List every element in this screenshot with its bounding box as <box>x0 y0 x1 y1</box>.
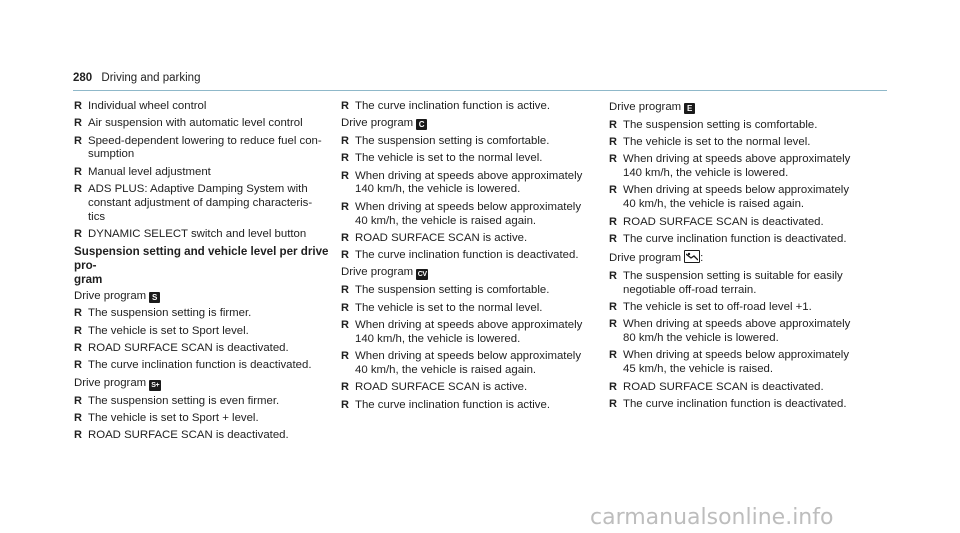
drive-program-e-list <box>609 119 871 247</box>
bullet-icon: R <box>609 269 617 282</box>
list-item: R ROAD SURFACE SCAN is deactivated. <box>74 341 289 354</box>
continued-list <box>341 100 599 114</box>
list-item: R The vehicle is set to Sport level. <box>74 324 249 337</box>
drive-program-e: Drive program E <box>609 101 871 115</box>
drive-program-offroad-list <box>609 270 871 412</box>
bullet-icon: R <box>74 341 82 354</box>
bullet-icon: R <box>341 381 349 394</box>
bullet-icon: R <box>74 100 82 112</box>
list-item: R ROAD SURFACE SCAN is deactivated. <box>74 429 289 442</box>
list-item: R The curve inclination function is active. <box>341 100 551 112</box>
page-header <box>73 72 200 84</box>
bullet-icon: R <box>74 182 82 195</box>
list-item: R When driving at speeds below approximately 45 km/h, the vehicle is raised. <box>609 349 850 376</box>
list-item: R The vehicle is set to the normal level. <box>341 152 543 165</box>
bullet-icon: R <box>341 200 349 213</box>
eco-mode-icon: E <box>684 103 695 114</box>
drive-program-c: Drive program C <box>341 117 599 131</box>
header-rule <box>73 90 887 91</box>
bullet-icon: R <box>74 227 82 240</box>
drive-program-c-list <box>341 135 599 263</box>
bullet-icon: R <box>341 231 349 244</box>
list-item: R Individual wheel control <box>74 100 207 112</box>
drive-program-s-list <box>74 307 332 373</box>
bullet-icon: R <box>609 215 617 228</box>
sport-plus-mode-icon: S+ <box>149 380 161 391</box>
drive-program-s-plus: Drive program S+ <box>74 377 332 391</box>
bullet-icon: R <box>609 397 617 410</box>
bullet-icon: R <box>341 169 349 182</box>
list-item: R When driving at speeds below approximately 40 km/h, the vehicle is raised again. <box>341 350 582 376</box>
list-item: R Air suspension with automatic level control <box>74 117 303 130</box>
bullet-icon: R <box>609 349 617 362</box>
list-item: R The curve inclination function is deactivated. <box>341 249 579 262</box>
bullet-icon: R <box>74 307 82 320</box>
list-item: R ROAD SURFACE SCAN is active. <box>341 231 528 244</box>
drive-program-cv-list <box>341 284 599 412</box>
drive-program-s-plus-list <box>74 395 332 443</box>
watermark[interactable]: carmanualsonline.info <box>590 505 834 530</box>
bullet-icon: R <box>609 118 617 131</box>
bullet-icon: R <box>341 319 349 332</box>
bullet-icon: R <box>341 249 349 262</box>
bullet-icon: R <box>341 135 349 148</box>
list-item: R The curve inclination function is deactivated. <box>74 359 312 372</box>
section-heading: Suspension setting and vehicle level per drive pro- gram <box>74 245 329 286</box>
column-2 <box>341 100 599 416</box>
list-item: R When driving at speeds below approximately 40 km/h, the vehicle is raised again. <box>341 200 582 227</box>
list-item: R The curve inclination function is active. <box>341 398 551 411</box>
list-item: R ADS PLUS: Adaptive Damping System with constant adjustment of damping characteris- tics <box>74 182 313 223</box>
list-item: R Speed-dependent lowering to reduce fuel con- sumption <box>74 134 322 161</box>
list-item: R The vehicle is set to the normal level. <box>609 136 811 149</box>
list-item: R When driving at speeds above approximately 140 km/h, the vehicle is lowered. <box>609 153 851 180</box>
list-item: R When driving at speeds above approximately 80 km/h the vehicle is lowered. <box>609 318 851 345</box>
bullet-icon: R <box>341 350 349 363</box>
list-item: R When driving at speeds below approximately 40 km/h, the vehicle is raised again. <box>609 184 850 211</box>
bullet-icon: R <box>341 284 349 297</box>
list-item: R The suspension setting is comfortable. <box>341 135 550 148</box>
bullet-icon: R <box>609 318 617 331</box>
list-item: R The vehicle is set to Sport + level. <box>74 411 259 424</box>
bullet-icon: R <box>74 394 82 407</box>
bullet-icon: R <box>609 380 617 393</box>
drive-program-cv: Drive program CV <box>341 266 427 279</box>
bullet-icon: R <box>341 301 349 314</box>
drive-program-offroad: Drive program : <box>609 252 704 265</box>
bullet-icon: R <box>74 117 82 130</box>
bullet-icon: R <box>341 398 349 411</box>
list-item: R The suspension setting is even firmer. <box>74 394 280 407</box>
bullet-icon: R <box>74 324 82 337</box>
bullet-icon: R <box>609 232 617 245</box>
list-item: R The vehicle is set to off-road level +1. <box>609 301 812 314</box>
feature-list <box>74 100 332 242</box>
bullet-icon: R <box>74 429 82 442</box>
list-item: R ROAD SURFACE SCAN is deactivated. <box>609 215 824 228</box>
comfort-mode-icon: C <box>416 119 427 130</box>
bullet-icon: R <box>609 184 617 197</box>
list-item: R When driving at speeds above approximately 140 km/h, the vehicle is lowered. <box>341 169 583 196</box>
list-item: R The suspension setting is suitable for easily negotiable off-road terrain. <box>609 269 843 296</box>
bullet-icon: R <box>609 301 617 314</box>
offroad-mode-icon <box>684 250 700 263</box>
bullet-icon: R <box>74 165 82 178</box>
list-item: R The curve inclination function is deactivated. <box>609 397 847 410</box>
list-item: R The vehicle is set to the normal level. <box>341 301 543 314</box>
drive-program-s: Drive program S <box>74 290 332 304</box>
sport-mode-icon: S <box>149 292 160 303</box>
list-item: R When driving at speeds above approximately 140 km/h, the vehicle is lowered. <box>341 319 583 345</box>
list-item: R ROAD SURFACE SCAN is deactivated. <box>609 380 824 393</box>
curve-mode-icon: CV <box>417 271 427 279</box>
bullet-icon: R <box>74 134 82 147</box>
list-item: R DYNAMIC SELECT switch and level button <box>74 227 307 240</box>
bullet-icon: R <box>341 100 349 112</box>
column-1 <box>74 100 332 446</box>
list-item: R The suspension setting is comfortable. <box>341 284 550 297</box>
list-item: R ROAD SURFACE SCAN is active. <box>341 381 528 394</box>
list-item: R The suspension setting is firmer. <box>74 307 252 320</box>
bullet-icon: R <box>609 136 617 149</box>
list-item: R The curve inclination function is deactivated. <box>609 232 847 245</box>
list-item: R Manual level adjustment <box>74 165 211 178</box>
section-title: Driving and parking <box>101 72 201 84</box>
column-3 <box>609 100 871 415</box>
list-item: R The suspension setting is comfortable. <box>609 118 818 131</box>
page-number: 280 <box>73 72 93 84</box>
bullet-icon: R <box>74 359 82 372</box>
bullet-icon: R <box>609 153 617 166</box>
bullet-icon: R <box>341 152 349 165</box>
bullet-icon: R <box>74 411 82 424</box>
